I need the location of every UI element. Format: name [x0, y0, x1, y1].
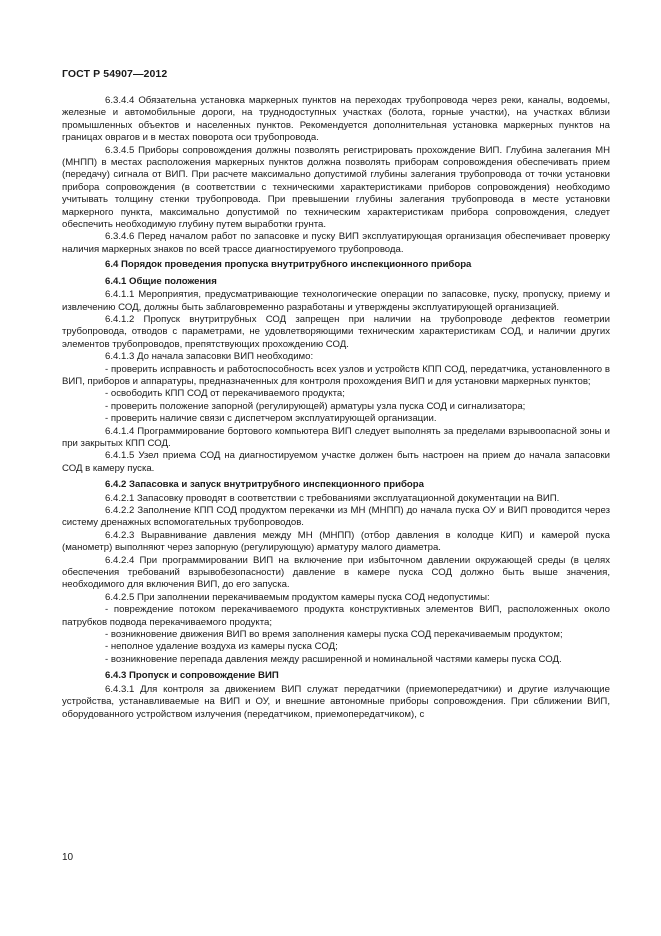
body-paragraph: - освободить КПП СОД от перекачиваемого продукта;	[105, 388, 345, 400]
body-paragraph: 6.4.2.4 При программировании ВИП на включение при избыточном давлении окружающей среды (в целях обеспечения требований взрывобезопасности) давление в камере пуска СОД должно быть выше значения, необходимого для включения ВИП, до его запуска.	[62, 554, 610, 591]
body-paragraph: - возникновение перепада давления между расширенной и номинальной частями камеры пуска СОД.	[105, 653, 562, 665]
body-paragraph: 6.4.1.3 До начала запасовки ВИП необходимо:	[105, 351, 314, 363]
body-paragraph: 6.3.4.5 Приборы сопровождения должны позволять регистрировать прохождение ВИП. Глубина залегания МН (МНПП) в местах расположения маркерных пунктов должна позволять приборам сопровождения обеспечивать прием (передачу) сигнала от ВИП. При расчете максимально допустимой глубины залегания трубопровода от точки установки прибора сопровождения (в соответствии с техническими характеристиками приборов сопровождения) необходимо учитывать толщину стенки трубопровода. При превышении глубины залегания трубопровода в месте установки маркерного пункта, максимально допустимой по техническим характеристикам прибора сопровождения, следует обеспечить необходимую глубину путем выработки грунта.	[62, 144, 610, 231]
body-paragraph: - проверить исправность и работоспособность всех узлов и устройств КПП СОД, передатчика, установленного в ВИП, приборов и аппаратуры, предназначенных для контроля прохождения ВИП и для установки маркерных пунктов;	[62, 363, 610, 387]
body-paragraph: 6.4.1.5 Узел приема СОД на диагностируемом участке должен быть настроен на прием до начала запасовки СОД в камеру пуска.	[62, 450, 610, 474]
body-paragraph: - неполное удаление воздуха из камеры пуска СОД;	[105, 641, 338, 653]
body-paragraph: 6.4.2.1 Запасовку проводят в соответствии с требованиями эксплуатационной документации на ВИП.	[105, 492, 560, 504]
body-paragraph: 6.4.2.2 Заполнение КПП СОД продуктом перекачки из МН (МНПП) до начала пуска ОУ и ВИП проводится через систему дренажных вспомогательных трубопроводов.	[62, 505, 610, 529]
body-paragraph: 6.4.1.2 Пропуск внутритрубных СОД запрещен при наличии на трубопроводе дефектов геометрии трубопровода, отводов с параметрами, не удовлетворяющими техническим характеристикам СОД, и наличии других элементов трубопроводов, препятствующих прохождению СОД.	[62, 313, 610, 350]
body-paragraph: 6.4.3.1 Для контроля за движением ВИП служат передатчики (приемопередатчики) и другие излучающие устройства, устанавливаемые на ВИП и ОУ, и внешние автономные приборы сопровождения. При сближении ВИП, оборудованного устройством излучения (передатчиком, приемопередатчиком), с	[62, 683, 610, 720]
page-number: 10	[62, 852, 74, 863]
section-heading: 6.4.1 Общие положения	[105, 275, 217, 287]
section-heading: 6.4 Порядок проведения пропуска внутритрубного инспекционного прибора	[105, 259, 472, 271]
body-paragraph: 6.4.2.5 При заполнении перекачиваемым продуктом камеры пуска СОД недопустимы:	[105, 591, 490, 603]
document-body	[62, 95, 610, 721]
body-paragraph: - повреждение потоком перекачиваемого продукта конструктивных элементов ВИП, расположенных около патрубков подвода перекачиваемого продукта;	[62, 604, 610, 628]
body-paragraph: - проверить положение запорной (регулирующей) арматуры узла пуска СОД и сигнализатора;	[105, 400, 526, 412]
body-paragraph: 6.4.2.3 Выравнивание давления между МН (МНПП) (отбор давления в колодце КИП) и камерой пуска (манометр) выполняют через запорную (регулирующую) арматуру малого диаметра.	[62, 529, 610, 554]
section-heading: 6.4.2 Запасовка и запуск внутритрубного инспекционного прибора	[105, 479, 424, 491]
body-paragraph: - возникновение движения ВИП во время заполнения камеры пуска СОД перекачиваемым продуктом;	[105, 629, 563, 641]
body-paragraph: - проверить наличие связи с диспетчером эксплуатирующей организации.	[105, 413, 437, 425]
body-paragraph: 6.4.1.1 Мероприятия, предусматривающие технологические операции по запасовке, пуску, пропуску, приему и извлечению СОД, должны быть заблаговременно разработаны и утверждены эксплуатирующей организацией.	[62, 289, 610, 313]
body-paragraph: 6.4.1.4 Программирование бортового компьютера ВИП следует выполнять за пределами взрывоопасной зоны и при закрытых КПП СОД.	[62, 425, 610, 449]
body-paragraph: 6.3.4.6 Перед началом работ по запасовке и пуску ВИП эксплуатирующая организация обеспечивает проверку наличия маркерных знаков по всей трассе диагностируемого трубопровода.	[62, 231, 610, 255]
section-heading: 6.4.3 Пропуск и сопровождение ВИП	[105, 670, 279, 682]
document-header: ГОСТ Р 54907—2012	[62, 68, 168, 80]
body-paragraph: 6.3.4.4 Обязательна установка маркерных пунктов на переходах трубопровода через реки, каналы, водоемы, железные и автомобильные дороги, на труднодоступных участках (болота, горные участки), на участках вблизи промышленных объектов и населенных пунктов. Рекомендуется дополнительная установка маркерных пунктов на границах оврагов и в местах поворота оси трубопровода.	[62, 95, 610, 144]
